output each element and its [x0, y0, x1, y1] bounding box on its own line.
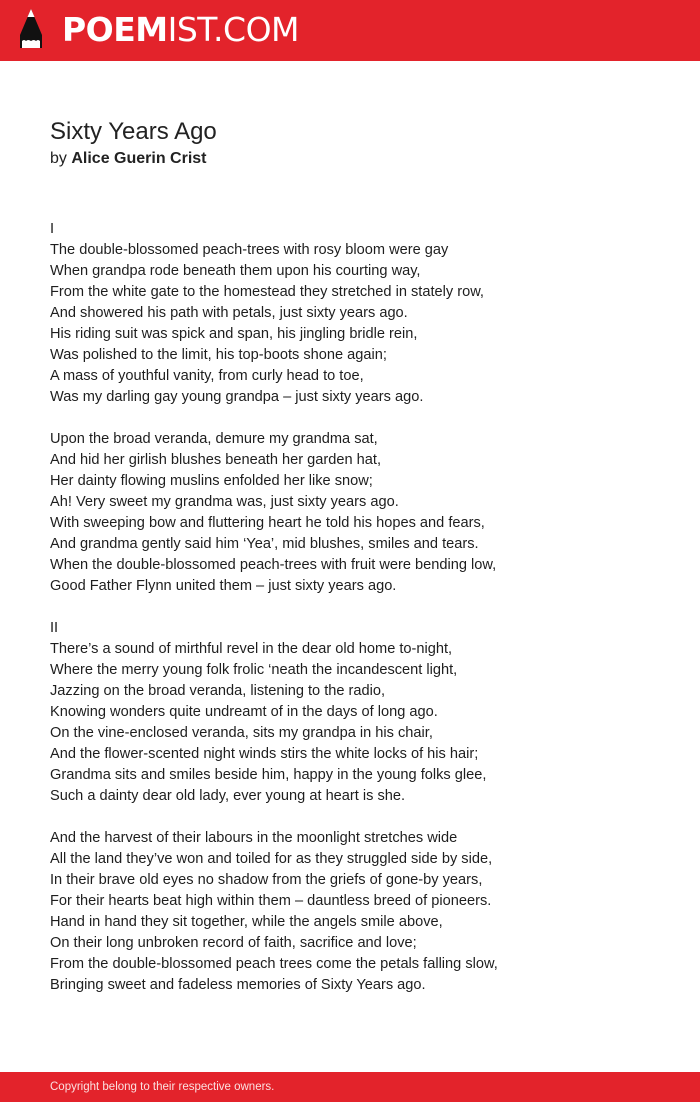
- poem-line: On their long unbroken record of faith, sacrifice and love;: [50, 935, 417, 951]
- poem-line: And showered his path with petals, just sixty years ago.: [50, 305, 408, 321]
- byline: [50, 149, 207, 169]
- poem-stanza: [50, 828, 670, 996]
- poem-line: Was my darling gay young grandpa – just sixty years ago.: [50, 389, 424, 405]
- poem-stanza: [50, 618, 670, 807]
- poem-line: II: [50, 620, 59, 636]
- poem-line: Good Father Flynn united them – just sixty years ago.: [50, 578, 397, 594]
- poem-line: When grandpa rode beneath them upon his courting way,: [50, 263, 421, 279]
- poem-line: Such a dainty dear old lady, ever young at heart is she.: [50, 788, 406, 804]
- poem-line: With sweeping bow and fluttering heart he told his hopes and fears,: [50, 515, 485, 531]
- poem-line: From the white gate to the homestead they stretched in stately row,: [50, 284, 484, 300]
- poem-line: And hid her girlish blushes beneath her garden hat,: [50, 452, 382, 468]
- brand-bold-text: POEM: [62, 10, 168, 49]
- by-label: by: [50, 150, 67, 167]
- poem-title: Sixty Years Ago: [50, 118, 217, 145]
- poem-line: Grandma sits and smiles beside him, happy in the young folks glee,: [50, 767, 487, 783]
- poem-line: Hand in hand they sit together, while the angels smile above,: [50, 914, 443, 930]
- site-header: [0, 0, 700, 61]
- poem-line: For their hearts beat high within them – dauntless breed of pioneers.: [50, 893, 492, 909]
- poem-stanza: [50, 219, 670, 408]
- poem-line: Was polished to the limit, his top-boots shone again;: [50, 347, 387, 363]
- poem-line: Upon the broad veranda, demure my grandma sat,: [50, 431, 378, 447]
- poem-line: There’s a sound of mirthful revel in the dear old home to-night,: [50, 641, 453, 657]
- poem-line: And the harvest of their labours in the moonlight stretches wide: [50, 830, 458, 846]
- pencil-logo-icon[interactable]: [18, 9, 44, 56]
- site-logo[interactable]: [62, 10, 299, 50]
- poem-line: From the double-blossomed peach trees come the petals falling slow,: [50, 956, 498, 972]
- poem-line: Her dainty flowing muslins enfolded her like snow;: [50, 473, 373, 489]
- poem-line: Knowing wonders quite undreamt of in the days of long ago.: [50, 704, 438, 720]
- copyright-text: Copyright belong to their respective owners.: [50, 1081, 275, 1093]
- poem-line: All the land they’ve won and toiled for as they struggled side by side,: [50, 851, 493, 867]
- poem-line: On the vine-enclosed veranda, sits my grandpa in his chair,: [50, 725, 433, 741]
- poem-line: I: [50, 221, 55, 237]
- poem-line: His riding suit was spick and span, his jingling bridle rein,: [50, 326, 418, 342]
- poem-line: Bringing sweet and fadeless memories of Sixty Years ago.: [50, 977, 426, 993]
- poem-line: In their brave old eyes no shadow from the griefs of gone-by years,: [50, 872, 483, 888]
- poem-line: Jazzing on the broad veranda, listening to the radio,: [50, 683, 386, 699]
- poem-line: The double-blossomed peach-trees with rosy bloom were gay: [50, 242, 449, 258]
- site-footer: [0, 1072, 700, 1102]
- poem-line: Where the merry young folk frolic ‘neath the incandescent light,: [50, 662, 458, 678]
- poem-body: [50, 219, 670, 1017]
- poem-line: And the flower-scented night winds stirs the white locks of his hair;: [50, 746, 479, 762]
- poem-line: When the double-blossomed peach-trees with fruit were bending low,: [50, 557, 497, 573]
- brand-light-text: IST.COM: [167, 10, 300, 49]
- author-name: Alice Guerin Crist: [71, 150, 207, 167]
- poem-line: A mass of youthful vanity, from curly head to toe,: [50, 368, 364, 384]
- poem-stanza: [50, 429, 670, 597]
- poem-line: And grandma gently said him ‘Yea’, mid blushes, smiles and tears.: [50, 536, 479, 552]
- poem-line: Ah! Very sweet my grandma was, just sixty years ago.: [50, 494, 399, 510]
